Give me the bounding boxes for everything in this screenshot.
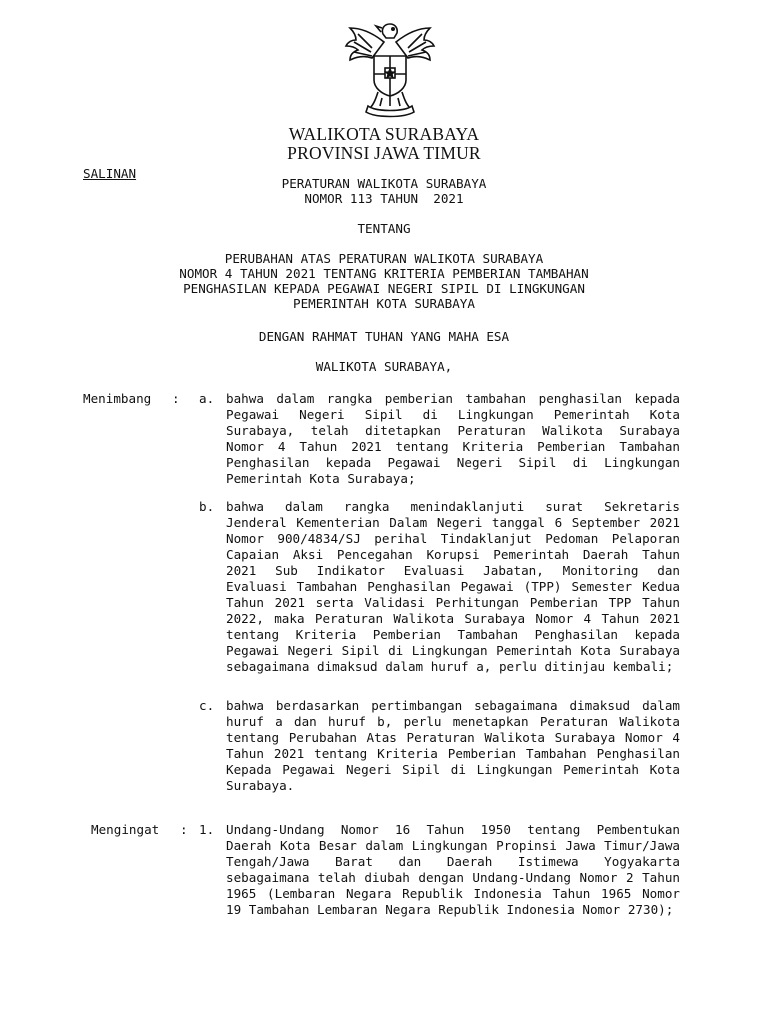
menimbang-item-c-marker: c. bbox=[199, 698, 215, 713]
menimbang-item-a-text: bahwa dalam rangka pemberian tambahan penghasilan kepada Pegawai Negeri Sipil di Lingkungan Pemerintah Kota Surabaya, telah ditetapkan Peraturan Walikota Surabaya Nomor 4 Tahun 2021 tentang Kriteria Pemberian Tambahan Penghasilan kepada Pegawai Negeri Sipil di Lingkungan Pemerintah Kota Surabaya; bbox=[226, 391, 680, 486]
subject-line-1: PERUBAHAN ATAS PERATURAN WALIKOTA SURABAYA bbox=[224, 251, 544, 266]
salinan-label: SALINAN bbox=[83, 166, 137, 181]
subject-line-4: PEMERINTAH KOTA SURABAYA bbox=[293, 296, 475, 311]
subject-line-3: PENGHASILAN KEPADA PEGAWAI NEGERI SIPIL DI LINGKUNGAN bbox=[183, 281, 585, 296]
tentang-label: TENTANG bbox=[357, 221, 411, 236]
regulation-line2: NOMOR 113 TAHUN 2021 bbox=[304, 191, 464, 206]
mengingat-colon: : bbox=[180, 822, 188, 837]
mengingat-item-1-marker: 1. bbox=[199, 822, 215, 837]
invocation-text: DENGAN RAHMAT TUHAN YANG MAHA ESA bbox=[258, 329, 510, 344]
menimbang-item-a-marker: a. bbox=[199, 391, 215, 406]
menimbang-label: Menimbang bbox=[83, 391, 152, 406]
mengingat-label: Mengingat bbox=[91, 822, 160, 837]
menimbang-item-b-marker: b. bbox=[199, 499, 215, 514]
regulation-line1: PERATURAN WALIKOTA SURABAYA bbox=[281, 176, 487, 191]
document-title-line2: PROVINSI JAWA TIMUR bbox=[287, 143, 481, 163]
menimbang-item-b-text: bahwa dalam rangka menindaklanjuti surat Sekretaris Jenderal Kementerian Dalam Negeri tanggal 6 September 2021 Nomor 900/4834/SJ perihal Tindaklanjut Pedoman Pelaporan Capaian Aksi Pencegahan Korupsi Pemerintah Daerah Tahun 2021 Sub Indikator Evaluasi Jabatan, Monitoring dan Evaluasi Tambahan Penghasilan Pegawai (TPP) Semester Kedua Tahun 2021 serta Validasi Perhitungan Pemberian TPP Tahun 2022, maka Peraturan Walikota Surabaya Nomor 4 Tahun 2021 tentang Kriteria Pemberian Tambahan Penghasilan kepada Pegawai Negeri Sipil di Lingkungan Pemerintah Kota Surabaya sebagaimana dimaksud dalam huruf a, perlu ditinjau kembali; bbox=[226, 499, 680, 674]
menimbang-item-c-text: bahwa berdasarkan pertimbangan sebagaimana dimaksud dalam huruf a dan huruf b, perlu menetapkan Peraturan Walikota tentang Perubahan Atas Peraturan Walikota Surabaya Nomor 4 Tahun 2021 tentang Kriteria Pemberian Tambahan Penghasilan Kepada Pegawai Negeri Sipil di Lingkungan Pemerintah Kota Surabaya. bbox=[226, 698, 680, 793]
mengingat-item-1-text: Undang-Undang Nomor 16 Tahun 1950 tentang Pembentukan Daerah Kota Besar dalam Lingkungan Propinsi Jawa Timur/Jawa Tengah/Jawa Barat dan Daerah Istimewa Yogyakarta sebagaimana telah diubah dengan Undang-Undang Nomor 2 Tahun 1965 (Lembaran Negara Republik Indonesia Tahun 1965 Nomor 19 Tambahan Lembaran Negara Republik Indonesia Nomor 2730); bbox=[226, 822, 680, 917]
subject-line-2: NOMOR 4 TAHUN 2021 TENTANG KRITERIA PEMBERIAN TAMBAHAN bbox=[179, 266, 589, 281]
garuda-emblem-icon bbox=[338, 18, 442, 122]
authority-text: WALIKOTA SURABAYA, bbox=[315, 359, 453, 374]
menimbang-colon: : bbox=[172, 391, 180, 406]
document-title-line1: WALIKOTA SURABAYA bbox=[288, 124, 480, 144]
